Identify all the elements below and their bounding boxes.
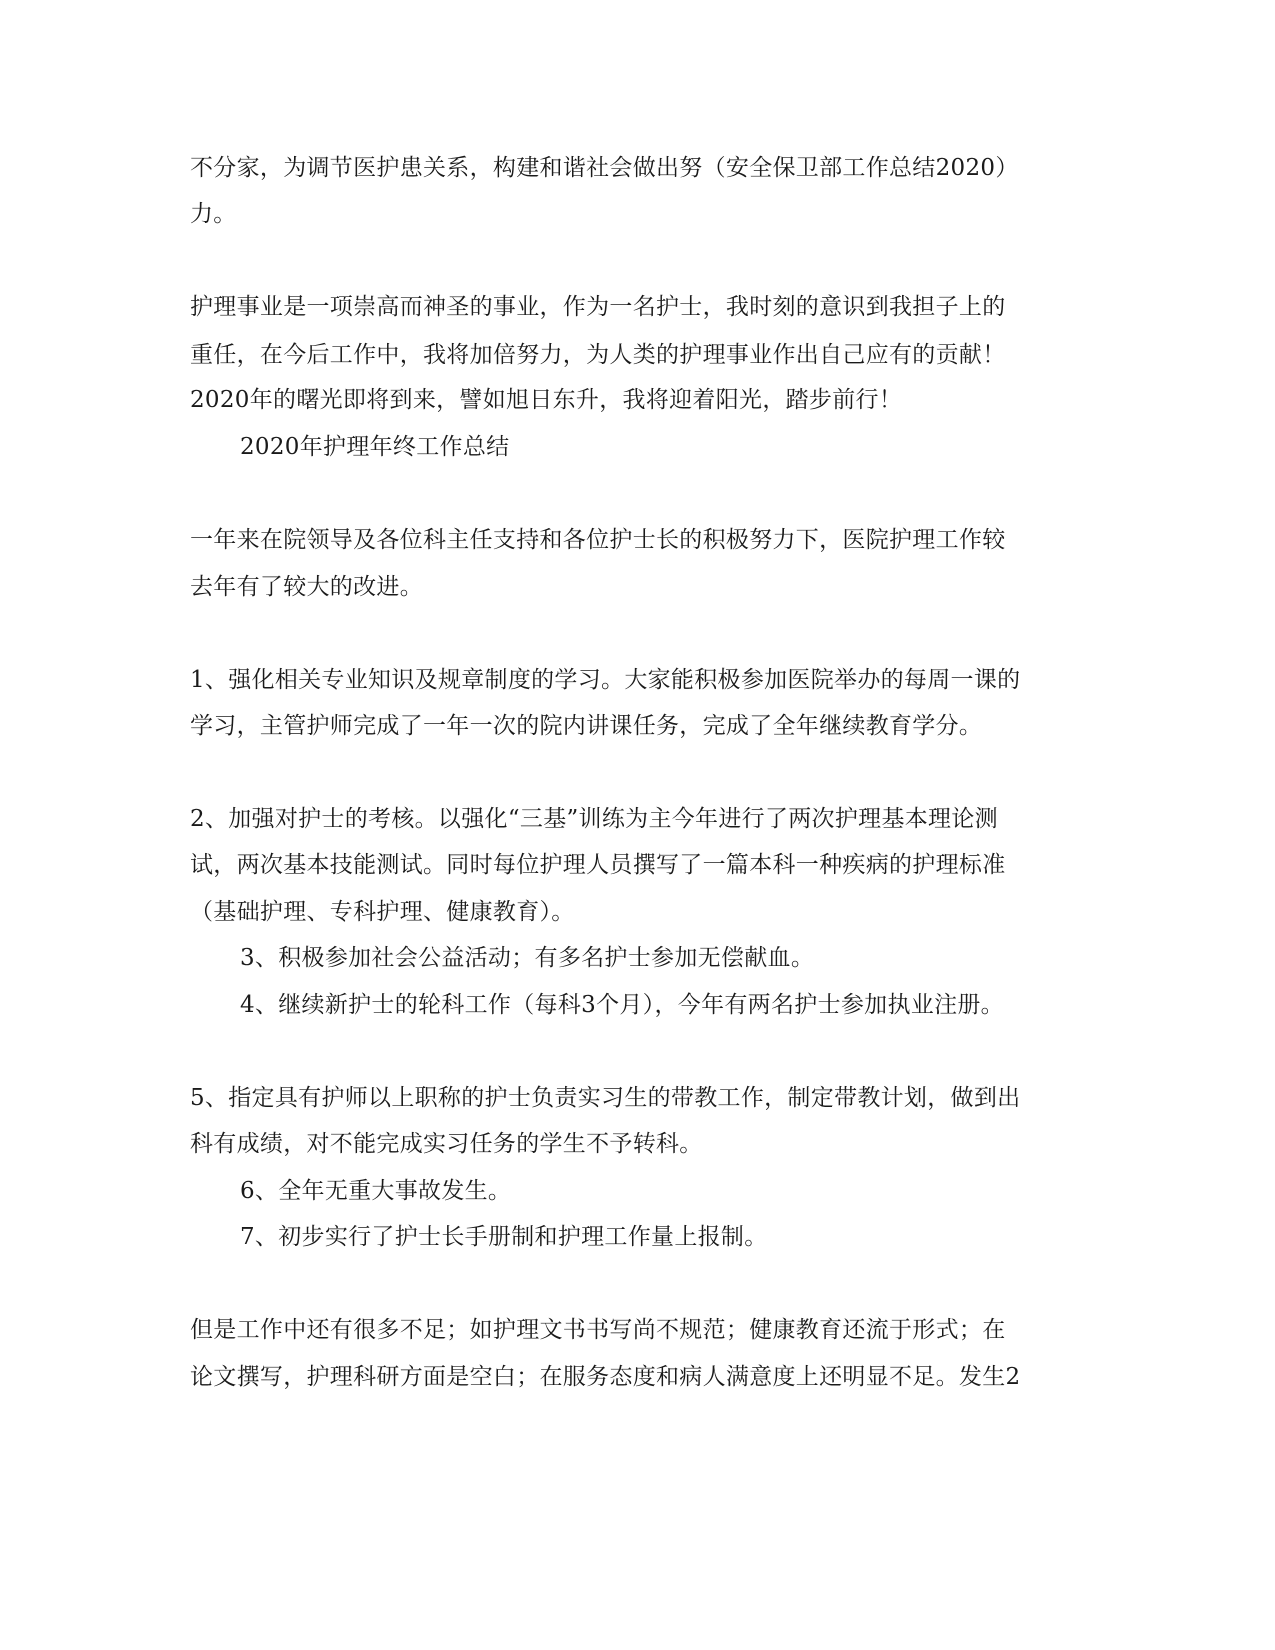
text-line: 2、加强对护士的考核。以强化“三基”训练为主今年进行了两次护理基本理论测 <box>190 806 998 832</box>
text-line: 5、指定具有护师以上职称的护士负责实习生的带教工作，制定带教计划，做到出 <box>190 1085 1021 1111</box>
list-item: 7、初步实行了护士长手册制和护理工作量上报制。 <box>240 1224 768 1250</box>
text-line: 试，两次基本技能测试。同时每位护理人员撰写了一篇本科一种疾病的护理标准 <box>190 852 1006 878</box>
text-line: 去年有了较大的改进。 <box>190 574 423 600</box>
text-line: 护理事业是一项崇高而神圣的事业，作为一名护士，我时刻的意识到我担子上的 <box>190 294 1006 320</box>
list-item: 6、全年无重大事故发生。 <box>240 1178 512 1204</box>
text-line: 2020年的曙光即将到来，譬如旭日东升，我将迎着阳光，踏步前行！ <box>190 387 903 413</box>
text-line: 1、强化相关专业知识及规章制度的学习。大家能积极参加医院举办的每周一课的 <box>190 667 1021 693</box>
text-line: 学习，主管护师完成了一年一次的院内讲课任务，完成了全年继续教育学分。 <box>190 713 983 739</box>
text-line: 不分家，为调节医护患关系，构建和谐社会做出努（安全保卫部工作总结2020） <box>190 155 1019 181</box>
text-line: 但是工作中还有很多不足；如护理文书书写尚不规范；健康教育还流于形式；在 <box>190 1317 1006 1343</box>
section-title: 2020年护理年终工作总结 <box>240 434 510 460</box>
list-item: 4、继续新护士的轮科工作（每科3个月），今年有两名护士参加执业注册。 <box>240 992 1004 1018</box>
text-line: 一年来在院领导及各位科主任支持和各位护士长的积极努力下，医院护理工作较 <box>190 527 1006 553</box>
text-line: 力。 <box>190 201 237 227</box>
text-line: 科有成绩，对不能完成实习任务的学生不予转科。 <box>190 1131 703 1157</box>
list-item: 3、积极参加社会公益活动；有多名护士参加无偿献血。 <box>240 945 815 971</box>
text-line: （基础护理、专科护理、健康教育）。 <box>190 899 575 925</box>
text-line: 重任，在今后工作中，我将加倍努力，为人类的护理事业作出自己应有的贡献！ <box>190 342 1006 368</box>
text-line: 论文撰写，护理科研方面是空白；在服务态度和病人满意度上还明显不足。发生2 <box>190 1364 1021 1390</box>
